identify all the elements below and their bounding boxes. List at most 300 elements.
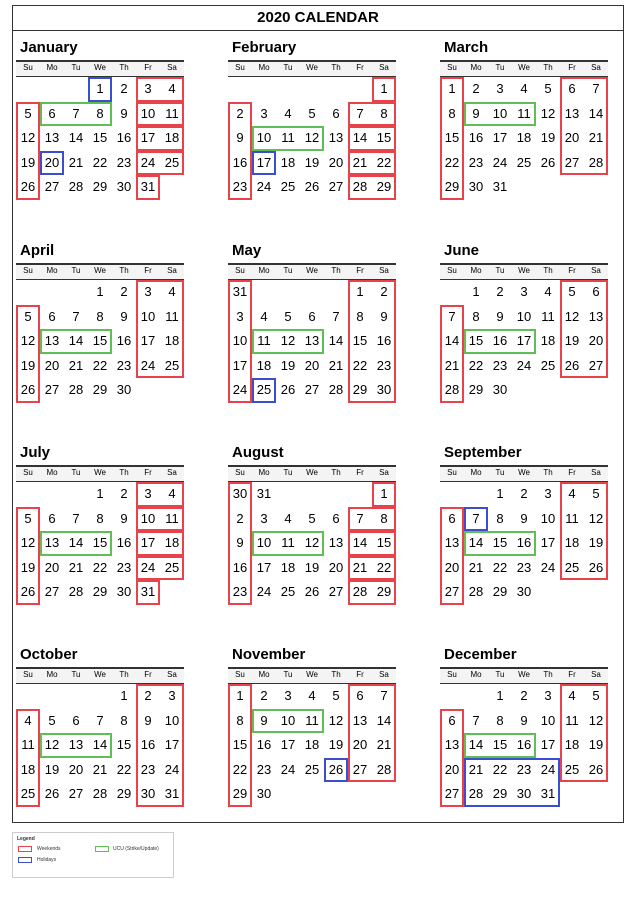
ucu-highlight-box [464, 329, 536, 354]
day-27: 27 [44, 179, 60, 194]
day-10: 10 [140, 308, 156, 324]
day-7: 7 [380, 688, 388, 703]
day-2: 2 [236, 510, 244, 526]
weekday-label: Fr [356, 468, 364, 477]
day-28: 28 [68, 382, 84, 397]
ucu-highlight-box [252, 709, 324, 734]
weekend-highlight-box [16, 305, 40, 403]
day-13: 13 [68, 737, 84, 752]
day-31: 31 [540, 786, 556, 801]
day-20: 20 [44, 357, 60, 373]
day-14: 14 [376, 712, 392, 728]
day-23: 23 [116, 357, 132, 373]
day-6: 6 [48, 105, 56, 121]
day-12: 12 [540, 105, 556, 121]
day-1: 1 [96, 81, 104, 96]
day-4: 4 [568, 486, 576, 501]
weekend-highlight-box [136, 556, 184, 581]
day-24: 24 [140, 357, 156, 373]
day-24: 24 [256, 179, 272, 194]
month-august [228, 443, 400, 643]
day-13: 13 [328, 130, 344, 145]
day-1: 1 [380, 81, 388, 96]
weekday-label: Su [23, 468, 33, 477]
day-20: 20 [444, 761, 460, 777]
day-14: 14 [68, 333, 84, 348]
day-29: 29 [492, 584, 508, 599]
day-10: 10 [280, 712, 296, 728]
day-20: 20 [564, 130, 580, 145]
day-7: 7 [72, 105, 80, 121]
day-3: 3 [236, 308, 244, 324]
ucu-highlight-box [40, 733, 112, 758]
day-3: 3 [520, 284, 528, 299]
day-21: 21 [68, 357, 84, 373]
day-23: 23 [516, 761, 532, 777]
weekday-label: Fr [356, 670, 364, 679]
day-23: 23 [492, 357, 508, 373]
day-28: 28 [68, 179, 84, 194]
holiday-highlight-box [464, 758, 560, 807]
day-17: 17 [492, 130, 508, 145]
day-26: 26 [20, 584, 36, 599]
holiday-highlight-box [252, 378, 276, 403]
day-12: 12 [304, 535, 320, 550]
day-13: 13 [444, 737, 460, 752]
day-24: 24 [540, 559, 556, 575]
day-30: 30 [256, 786, 272, 801]
day-12: 12 [280, 333, 296, 348]
day-11: 11 [541, 308, 555, 324]
day-8: 8 [380, 510, 388, 526]
day-27: 27 [328, 179, 344, 194]
weekday-label: We [94, 266, 106, 275]
weekday-label: Fr [144, 266, 152, 275]
day-20: 20 [328, 559, 344, 575]
day-25: 25 [540, 357, 556, 373]
weekend-highlight-box [372, 77, 396, 102]
weekday-label: Tu [71, 63, 81, 72]
day-18: 18 [280, 154, 296, 170]
weekend-highlight-box [348, 684, 396, 782]
ucu-highlight-box [252, 126, 324, 151]
day-30: 30 [516, 786, 532, 801]
day-15: 15 [492, 737, 508, 752]
weekday-header [16, 465, 184, 482]
day-10: 10 [540, 712, 556, 728]
weekday-label: Th [543, 266, 553, 275]
day-14: 14 [444, 333, 460, 348]
day-2: 2 [496, 284, 504, 299]
day-23: 23 [232, 584, 248, 599]
day-20: 20 [328, 154, 344, 170]
day-18: 18 [164, 333, 180, 348]
day-6: 6 [308, 308, 316, 324]
weekday-label: Tu [495, 63, 505, 72]
day-5: 5 [48, 712, 56, 728]
month-january [16, 38, 188, 238]
day-25: 25 [280, 179, 296, 194]
day-1: 1 [236, 688, 244, 703]
weekday-label: Th [119, 670, 129, 679]
weekday-label: We [518, 63, 530, 72]
day-20: 20 [68, 761, 84, 777]
day-13: 13 [44, 535, 60, 550]
ucu-highlight-box [252, 531, 324, 556]
weekday-label: Mo [470, 266, 482, 275]
weekend-highlight-box [136, 531, 184, 556]
weekend-highlight-box [136, 482, 184, 507]
day-19: 19 [588, 535, 604, 550]
weekday-label: Tu [495, 468, 505, 477]
day-16: 16 [116, 333, 132, 348]
day-16: 16 [376, 333, 392, 348]
day-4: 4 [260, 308, 268, 324]
legend-weekends-label: Weekends [37, 846, 61, 852]
weekday-label: Sa [167, 63, 177, 72]
day-24: 24 [280, 761, 296, 777]
weekday-label: Sa [167, 266, 177, 275]
weekend-highlight-box [348, 507, 396, 532]
day-19: 19 [304, 154, 320, 170]
day-18: 18 [304, 737, 320, 752]
day-5: 5 [332, 688, 340, 703]
day-17: 17 [280, 737, 296, 752]
month-may [228, 241, 400, 441]
day-7: 7 [332, 308, 340, 324]
weekday-label: Th [543, 670, 553, 679]
day-24: 24 [164, 761, 180, 777]
day-11: 11 [305, 712, 319, 728]
day-6: 6 [48, 510, 56, 526]
weekend-highlight-box [348, 531, 396, 556]
day-11: 11 [281, 535, 295, 550]
day-14: 14 [68, 535, 84, 550]
day-25: 25 [564, 761, 580, 777]
day-18: 18 [164, 535, 180, 550]
day-12: 12 [20, 333, 36, 348]
day-28: 28 [328, 382, 344, 397]
day-15: 15 [444, 130, 460, 145]
day-29: 29 [92, 179, 108, 194]
day-10: 10 [140, 510, 156, 526]
day-16: 16 [256, 737, 272, 752]
weekend-highlight-box [16, 709, 40, 807]
month-name: March [444, 39, 489, 56]
month-october [16, 645, 188, 845]
day-14: 14 [92, 737, 108, 752]
weekend-highlight-box [560, 684, 608, 782]
day-28: 28 [588, 154, 604, 170]
day-21: 21 [352, 154, 368, 170]
day-23: 23 [116, 559, 132, 575]
weekend-highlight-box [136, 102, 184, 127]
weekday-label: We [518, 468, 530, 477]
weekend-highlight-box [136, 151, 184, 176]
day-3: 3 [260, 105, 268, 121]
day-25: 25 [164, 559, 180, 575]
weekend-highlight-box [560, 280, 608, 378]
weekend-highlight-box [228, 684, 252, 807]
weekend-highlight-box [16, 507, 40, 605]
ucu-highlight-box [252, 329, 324, 354]
day-22: 22 [232, 761, 248, 777]
day-26: 26 [588, 761, 604, 777]
weekday-label: Fr [568, 670, 576, 679]
weekday-label: Su [23, 63, 33, 72]
day-22: 22 [376, 559, 392, 575]
day-25: 25 [280, 584, 296, 599]
day-24: 24 [540, 761, 556, 777]
weekend-highlight-box [136, 280, 184, 378]
day-22: 22 [376, 154, 392, 170]
day-16: 16 [492, 333, 508, 348]
weekday-label: Fr [356, 266, 364, 275]
weekday-label: Fr [568, 266, 576, 275]
day-24: 24 [256, 584, 272, 599]
weekday-label: Fr [568, 63, 576, 72]
holiday-highlight-box [88, 77, 112, 102]
day-20: 20 [352, 737, 368, 752]
weekend-highlight-box [348, 280, 396, 403]
weekday-label: Th [119, 468, 129, 477]
day-1: 1 [120, 688, 128, 703]
weekday-label: Th [119, 63, 129, 72]
day-18: 18 [20, 761, 36, 777]
weekday-label: Mo [470, 468, 482, 477]
day-20: 20 [304, 357, 320, 373]
day-4: 4 [24, 712, 32, 728]
day-17: 17 [256, 559, 272, 575]
day-16: 16 [516, 737, 532, 752]
day-1: 1 [380, 486, 388, 501]
weekday-label: Sa [379, 266, 389, 275]
day-4: 4 [168, 81, 176, 96]
day-10: 10 [164, 712, 180, 728]
day-17: 17 [140, 130, 156, 145]
weekday-label: Fr [568, 468, 576, 477]
day-6: 6 [72, 712, 80, 728]
day-12: 12 [304, 130, 320, 145]
day-6: 6 [332, 510, 340, 526]
month-name: October [20, 646, 78, 663]
day-17: 17 [540, 737, 556, 752]
weekday-label: We [306, 670, 318, 679]
weekday-label: Fr [144, 670, 152, 679]
weekend-highlight-box [136, 507, 184, 532]
day-10: 10 [140, 105, 156, 121]
weekday-label: We [94, 63, 106, 72]
legend-title: Legend [17, 836, 35, 842]
day-4: 4 [168, 284, 176, 299]
day-3: 3 [168, 688, 176, 703]
day-3: 3 [544, 688, 552, 703]
day-9: 9 [120, 308, 128, 324]
weekday-header [440, 465, 608, 482]
day-27: 27 [304, 382, 320, 397]
day-4: 4 [284, 105, 292, 121]
day-2: 2 [380, 284, 388, 299]
day-5: 5 [308, 510, 316, 526]
month-name: July [20, 444, 51, 461]
legend [12, 832, 174, 878]
day-26: 26 [564, 357, 580, 373]
day-7: 7 [356, 510, 364, 526]
ucu-highlight-box [464, 102, 536, 127]
day-7: 7 [448, 308, 456, 324]
weekday-label: Tu [495, 266, 505, 275]
day-21: 21 [68, 559, 84, 575]
day-11: 11 [21, 737, 35, 752]
day-2: 2 [520, 486, 528, 501]
day-1: 1 [356, 284, 364, 299]
day-21: 21 [444, 357, 460, 373]
weekday-label: Fr [144, 63, 152, 72]
day-9: 9 [520, 510, 528, 526]
day-18: 18 [164, 130, 180, 145]
day-9: 9 [236, 130, 244, 145]
day-20: 20 [44, 154, 60, 170]
day-22: 22 [92, 357, 108, 373]
day-9: 9 [496, 308, 504, 324]
weekday-label: Th [331, 63, 341, 72]
day-27: 27 [44, 382, 60, 397]
day-21: 21 [376, 737, 392, 752]
day-11: 11 [165, 308, 179, 324]
day-13: 13 [304, 333, 320, 348]
day-14: 14 [588, 105, 604, 121]
day-6: 6 [48, 308, 56, 324]
weekday-label: Sa [591, 63, 601, 72]
day-16: 16 [232, 154, 248, 170]
day-26: 26 [540, 154, 556, 170]
day-4: 4 [284, 510, 292, 526]
day-19: 19 [20, 357, 36, 373]
legend-holidays-label: Holidays [37, 857, 57, 863]
day-15: 15 [232, 737, 248, 752]
day-7: 7 [592, 81, 600, 96]
day-30: 30 [116, 179, 132, 194]
day-15: 15 [116, 737, 132, 752]
weekday-label: Fr [356, 63, 364, 72]
day-17: 17 [140, 535, 156, 550]
weekday-label: Su [447, 266, 457, 275]
day-6: 6 [332, 105, 340, 121]
weekday-header [228, 60, 396, 77]
weekday-label: Sa [167, 670, 177, 679]
day-16: 16 [116, 535, 132, 550]
weekday-label: Mo [46, 63, 58, 72]
day-31: 31 [256, 486, 272, 501]
day-22: 22 [492, 559, 508, 575]
day-7: 7 [96, 712, 104, 728]
weekday-label: Tu [283, 468, 293, 477]
day-22: 22 [352, 357, 368, 373]
ucu-highlight-box [464, 531, 536, 556]
legend-holidays-swatch [18, 857, 32, 863]
day-13: 13 [328, 535, 344, 550]
day-6: 6 [592, 284, 600, 299]
day-24: 24 [140, 154, 156, 170]
month-name: February [232, 39, 297, 56]
day-9: 9 [380, 308, 388, 324]
weekday-label: Sa [379, 670, 389, 679]
weekday-label: Sa [591, 266, 601, 275]
day-5: 5 [592, 486, 600, 501]
day-11: 11 [165, 510, 179, 526]
weekday-label: Th [543, 468, 553, 477]
day-28: 28 [468, 584, 484, 599]
weekday-label: We [306, 468, 318, 477]
day-3: 3 [144, 81, 152, 96]
day-28: 28 [68, 584, 84, 599]
month-name: April [20, 242, 55, 259]
weekend-highlight-box [228, 102, 252, 200]
legend-ucu-swatch [95, 846, 109, 852]
day-15: 15 [376, 535, 392, 550]
day-5: 5 [24, 308, 32, 324]
weekday-label: Mo [470, 63, 482, 72]
day-13: 13 [444, 535, 460, 550]
weekday-label: Th [119, 266, 129, 275]
day-1: 1 [96, 486, 104, 501]
day-12: 12 [564, 308, 580, 324]
day-13: 13 [44, 333, 60, 348]
day-26: 26 [588, 559, 604, 575]
day-17: 17 [140, 333, 156, 348]
weekday-label: Su [23, 266, 33, 275]
weekday-header [228, 667, 396, 684]
day-19: 19 [280, 357, 296, 373]
day-8: 8 [96, 510, 104, 526]
weekday-label: Mo [46, 670, 58, 679]
day-1: 1 [96, 284, 104, 299]
day-7: 7 [72, 510, 80, 526]
day-2: 2 [144, 688, 152, 703]
weekend-highlight-box [136, 77, 184, 102]
day-13: 13 [564, 105, 580, 121]
day-30: 30 [116, 382, 132, 397]
day-29: 29 [468, 382, 484, 397]
weekend-highlight-box [348, 580, 396, 605]
day-11: 11 [165, 105, 179, 121]
day-12: 12 [44, 737, 60, 752]
day-30: 30 [376, 382, 392, 397]
day-9: 9 [472, 105, 480, 121]
day-2: 2 [520, 688, 528, 703]
holiday-highlight-box [252, 151, 276, 176]
day-29: 29 [376, 584, 392, 599]
day-21: 21 [92, 761, 108, 777]
day-31: 31 [140, 179, 156, 194]
day-29: 29 [492, 786, 508, 801]
weekday-label: We [306, 63, 318, 72]
month-name: December [444, 646, 517, 663]
day-8: 8 [448, 105, 456, 121]
day-18: 18 [256, 357, 272, 373]
day-14: 14 [468, 737, 484, 752]
weekday-label: Su [235, 468, 245, 477]
day-27: 27 [44, 584, 60, 599]
weekday-label: We [518, 266, 530, 275]
day-23: 23 [256, 761, 272, 777]
day-17: 17 [256, 154, 272, 170]
day-4: 4 [168, 486, 176, 501]
day-8: 8 [236, 712, 244, 728]
day-29: 29 [232, 786, 248, 801]
day-15: 15 [352, 333, 368, 348]
day-18: 18 [564, 737, 580, 752]
